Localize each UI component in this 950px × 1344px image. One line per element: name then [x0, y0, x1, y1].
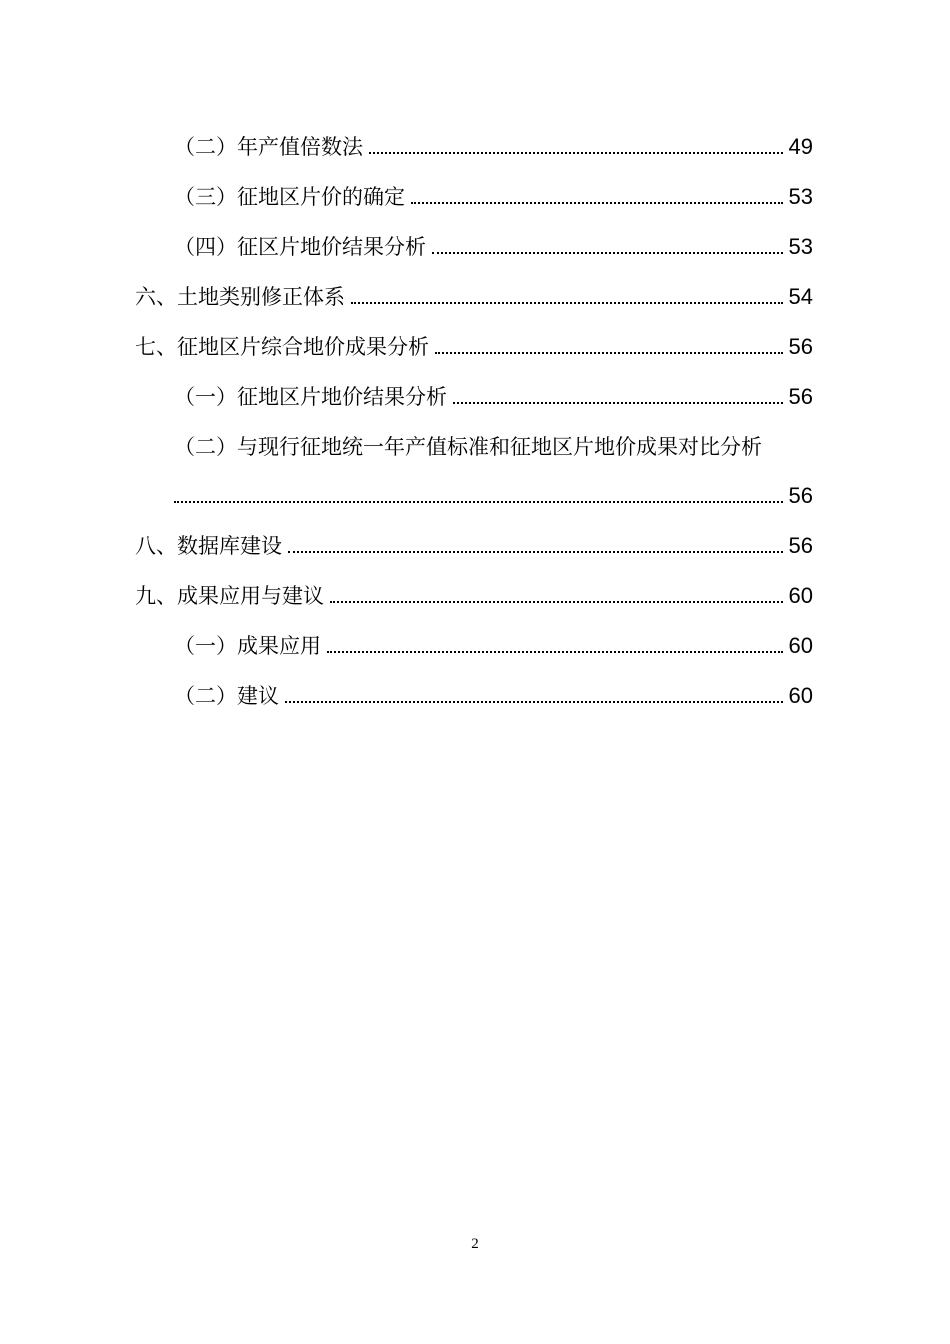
- dot-leader: [327, 651, 783, 653]
- toc-entry-title: 八、数据库建设: [135, 534, 282, 558]
- toc-entry-page: 56: [788, 384, 813, 409]
- toc-entry-title: 九、成果应用与建议: [135, 584, 324, 608]
- toc-entry[interactable]: [135, 581, 813, 611]
- toc-entry-page: 60: [788, 683, 813, 708]
- toc-entry[interactable]: [174, 132, 813, 162]
- toc-entry-page: 60: [788, 633, 813, 658]
- toc-entry[interactable]: [174, 182, 813, 212]
- dot-leader: [288, 551, 783, 553]
- dot-leader: [435, 352, 783, 354]
- toc-entry-title: 七、征地区片综合地价成果分析: [135, 335, 429, 359]
- dot-leader: [330, 601, 783, 603]
- toc-entry-continuation[interactable]: [174, 481, 813, 511]
- toc-entry-page: 56: [788, 334, 813, 359]
- toc-entry-page: 53: [788, 234, 813, 259]
- dot-leader: [411, 202, 783, 204]
- dot-leader: [351, 302, 783, 304]
- toc-entry[interactable]: [135, 531, 813, 561]
- toc-entry-title: （三）征地区片价的确定: [174, 185, 405, 209]
- toc-entry-page: 54: [788, 284, 813, 309]
- toc-entry[interactable]: [174, 382, 813, 412]
- dot-leader: [285, 701, 783, 703]
- page-number: 2: [471, 1236, 479, 1252]
- toc-entry-page: 56: [788, 533, 813, 558]
- dot-leader: [453, 402, 783, 404]
- toc-entry[interactable]: [174, 631, 813, 661]
- toc-entry-title: （四）征区片地价结果分析: [174, 235, 426, 259]
- toc-entry[interactable]: [174, 432, 813, 462]
- toc-entry[interactable]: [135, 282, 813, 312]
- toc-entry-title: 六、土地类别修正体系: [135, 285, 345, 309]
- toc-entry[interactable]: [174, 681, 813, 711]
- toc-entry-title: （二）年产值倍数法: [174, 135, 363, 159]
- toc-entry[interactable]: [174, 232, 813, 262]
- toc-entry-page: 56: [788, 483, 813, 508]
- toc-entry-title: （一）成果应用: [174, 634, 321, 658]
- toc-entry-title: （一）征地区片地价结果分析: [174, 385, 447, 409]
- toc-entry-page: 53: [788, 184, 813, 209]
- toc-entry-title: （二）与现行征地统一年产值标准和征地区片地价成果对比分析: [174, 435, 762, 459]
- dot-leader: [432, 252, 783, 254]
- dot-leader: [369, 152, 783, 154]
- dot-leader: [174, 501, 783, 503]
- toc-entry[interactable]: [135, 332, 813, 362]
- toc-entry-page: 60: [788, 583, 813, 608]
- toc-entry-page: 49: [788, 134, 813, 159]
- toc-entry-title: （二）建议: [174, 684, 279, 708]
